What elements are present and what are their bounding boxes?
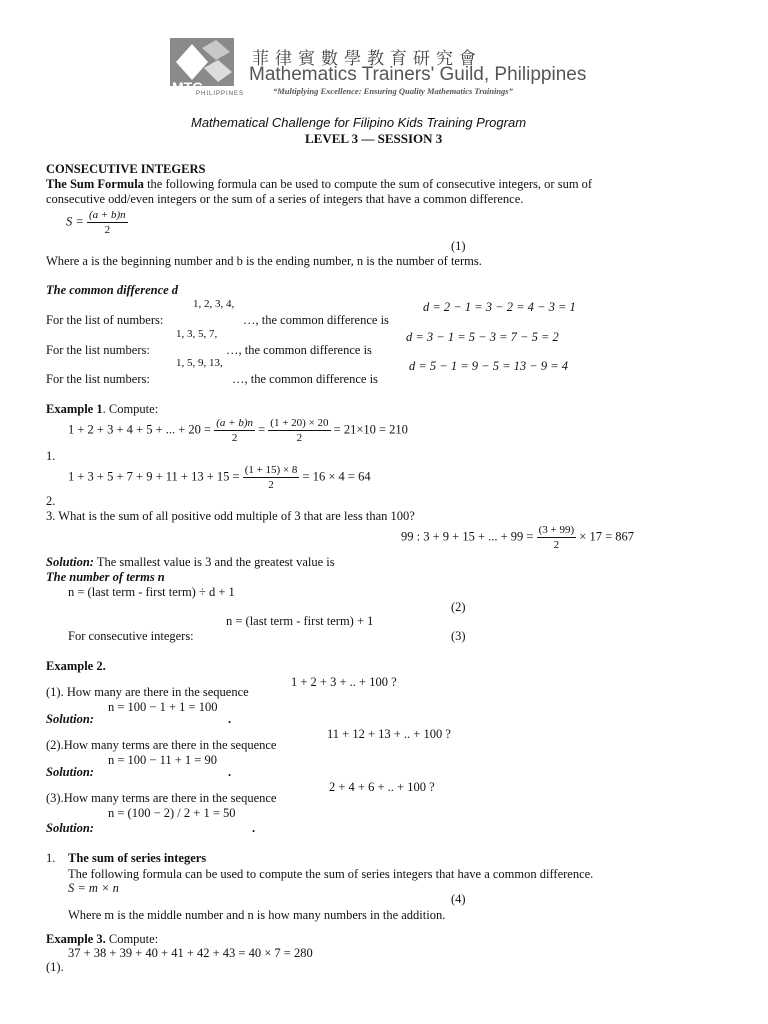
- row1-eq: d = 2 − 1 = 3 − 2 = 4 − 3 = 1: [423, 300, 576, 314]
- common-title: The common difference d: [46, 283, 179, 297]
- row3-eq: d = 5 − 1 = 9 − 5 = 13 − 9 = 4: [409, 359, 569, 373]
- formula-2: n = (last term - first term) ÷ d + 1: [68, 585, 235, 599]
- ex2-dot1: .: [228, 712, 232, 726]
- ex1-heading: [46, 402, 158, 416]
- ex1-eq1-f2-num: (1 + 20) × 20: [270, 417, 329, 429]
- series-number: 1.: [46, 851, 56, 865]
- ex1-n2: 2.: [46, 494, 56, 508]
- row2-mid: …, the common difference is: [226, 343, 372, 357]
- row2-eq: d = 3 − 1 = 5 − 3 = 7 − 5 = 2: [406, 330, 559, 344]
- where-text: Where a is the beginning number and b is the ending number, n is the number of terms.: [46, 254, 482, 268]
- solution-text: The smallest value is 3 and the greatest value is: [93, 555, 335, 569]
- ex2-dot2: .: [228, 765, 232, 779]
- q3-lhs: 99 : 3 + 9 + 15 + ... + 99 =: [401, 529, 534, 544]
- ex1-eq1-f1-num: (a + b)n: [216, 417, 253, 429]
- series-formula: S = m × n: [68, 881, 119, 895]
- chinese-name: 菲律賓數學教育研究會: [252, 49, 482, 69]
- ex2-q1-solution: n = 100 − 1 + 1 = 100: [108, 700, 218, 714]
- ex2-seq3: 2 + 4 + 6 + .. + 100 ?: [329, 780, 435, 794]
- formula-3: n = (last term - first term) + 1: [226, 614, 374, 628]
- ex1-eq1-f2-den: 2: [296, 432, 303, 444]
- ex1-solution: [46, 555, 335, 569]
- ex1-eq2-rhs: = 16 × 4 = 64: [302, 469, 371, 484]
- row1-text: For the list of numbers:: [46, 313, 164, 327]
- series-text: The following formula can be used to compute the sum of series integers that have a common difference.: [68, 867, 594, 881]
- s-eq: S =: [66, 214, 84, 229]
- ex1-q3: 3. What is the sum of all positive odd multiple of 3 that are less than 100?: [46, 509, 415, 523]
- ex3-equation: 37 + 38 + 39 + 40 + 41 + 42 + 43 = 40 × 7 = 280: [68, 946, 313, 960]
- list-2: 1, 3, 5, 7,: [176, 328, 218, 340]
- ex1-title-rest: . Compute:: [102, 402, 159, 416]
- ex2-q1: (1). How many are there in the sequence: [46, 685, 249, 699]
- sum-text-1: the following formula can be used to compute the sum of consecutive integers, or sum of: [143, 177, 593, 191]
- q3-num: (3 + 99): [538, 524, 575, 536]
- series-title: The sum of series integers: [68, 851, 207, 865]
- eq-number-2: (2): [451, 600, 466, 614]
- tagline: “Multiplying Excellence: Ensuring Quality Mathematics Trainings”: [273, 86, 513, 96]
- eq-number-1: (1): [451, 239, 466, 253]
- logo-sub: PHILIPPINES: [196, 91, 245, 97]
- series-where: Where m is the middle number and n is how many numbers in the addition.: [68, 908, 446, 922]
- ex1-eq1-f1-den: 2: [231, 432, 238, 444]
- ex2-sol1-label: Solution:: [46, 712, 94, 726]
- ex2-q3-solution: n = (100 − 2) / 2 + 1 = 50: [108, 806, 236, 820]
- ex2-sol3-label: Solution:: [46, 821, 94, 835]
- sum-formula: [66, 208, 128, 237]
- ex3-n1: (1).: [46, 960, 64, 974]
- row3-text: For the list numbers:: [46, 372, 150, 386]
- ex1-eq1-rhs: = 21×10 = 210: [333, 422, 408, 437]
- ex2-q3: (3).How many terms are there in the sequence: [46, 791, 277, 805]
- row3-mid: …, the common difference is: [232, 372, 378, 386]
- ex1-eq2: [68, 463, 371, 492]
- session-title: LEVEL 3 — SESSION 3: [305, 131, 443, 146]
- ex2-sol2-label: Solution:: [46, 765, 94, 779]
- ex1-eq2-num: (1 + 15) × 8: [244, 464, 298, 476]
- ex1-q3-eq: [401, 523, 634, 552]
- program-title: Mathematical Challenge for Filipino Kids Training Program: [191, 115, 527, 130]
- row2-text: For the list numbers:: [46, 343, 150, 357]
- sum-formula-label: The Sum Formula: [46, 177, 144, 191]
- ex1-title: Example 1: [46, 402, 103, 416]
- ex2-title: Example 2.: [46, 659, 106, 673]
- list-3: 1, 5, 9, 13,: [176, 357, 223, 369]
- ex3-title: Example 3.: [46, 932, 106, 946]
- eq-number-3: (3): [451, 629, 466, 643]
- ex1-eq1: 1 + 2 + 3 + 4 + 5 + ... + 20 = $\frac{(a + b)n}{2}$ = $\frac{(1 + 20) \times 20}{2}$ = 21×10 = 210: [68, 417, 408, 444]
- ex2-q2-solution: n = 100 − 11 + 1 = 90: [108, 753, 217, 767]
- logo-letters: MTG: [172, 79, 204, 95]
- eq-number-4: (4): [451, 892, 466, 906]
- org-name: Mathematics Trainers' Guild, Philippines: [249, 64, 587, 85]
- ex3-title-rest: Compute:: [105, 932, 159, 946]
- ex2-seq2: 11 + 12 + 13 + .. + 100 ?: [327, 727, 451, 741]
- s-den: 2: [104, 224, 111, 236]
- sum-text-2: consecutive odd/even integers or the sum of a series of integers that have a common difference.: [46, 192, 524, 206]
- s-num: (a + b)n: [88, 209, 126, 221]
- ex3-heading: [46, 932, 158, 946]
- q3-rhs: × 17 = 867: [579, 529, 634, 544]
- section-title: CONSECUTIVE INTEGERS: [46, 162, 206, 176]
- ex1-n1: 1.: [46, 449, 56, 463]
- ex2-dot3: .: [252, 821, 256, 835]
- terms-title: The number of terms n: [46, 570, 165, 584]
- list-1: 1, 2, 3, 4,: [193, 298, 235, 310]
- ex1-eq2-den: 2: [268, 479, 274, 491]
- q3-den: 2: [553, 539, 560, 551]
- ex2-q2: (2).How many terms are there in the sequence: [46, 738, 277, 752]
- solution-label: Solution:: [46, 555, 94, 569]
- ex2-seq1: 1 + 2 + 3 + .. + 100 ?: [291, 675, 397, 689]
- row1-mid: …, the common difference is: [243, 313, 389, 327]
- ex1-eq2-lhs: 1 + 3 + 5 + 7 + 9 + 11 + 13 + 15 =: [68, 469, 240, 484]
- ex1-eq1-lhs: 1 + 2 + 3 + 4 + 5 + ... + 20 =: [68, 422, 212, 437]
- consecutive-label: For consecutive integers:: [68, 629, 194, 643]
- sum-formula-line1: [46, 177, 592, 191]
